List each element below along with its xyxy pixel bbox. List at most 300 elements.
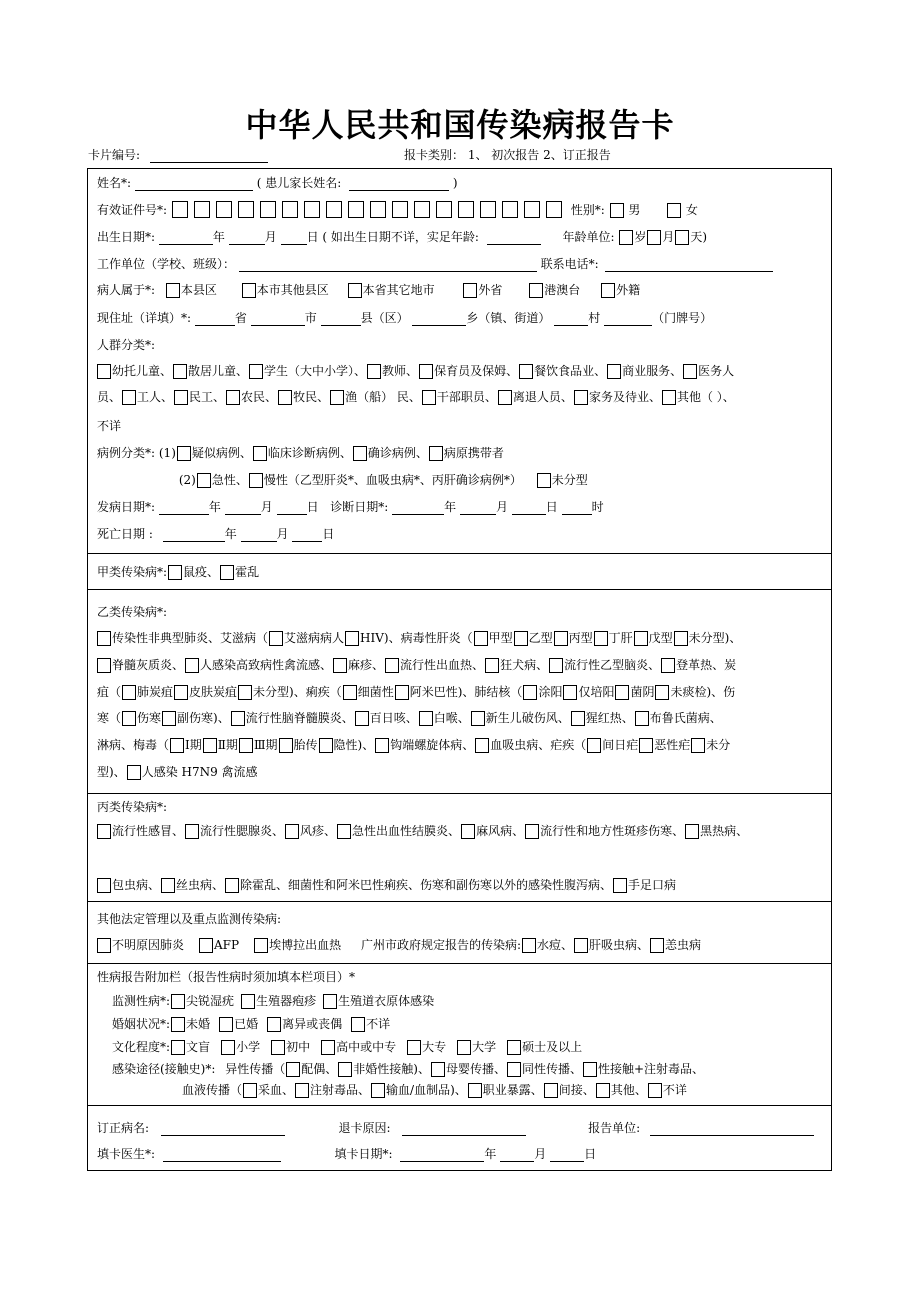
class-b-checkbox[interactable]	[279, 738, 293, 753]
day-label: 日	[584, 1147, 597, 1161]
case-checkbox[interactable]	[253, 446, 267, 461]
case-row-1	[97, 445, 504, 461]
std-edu-label: 硕士及以上	[522, 1040, 583, 1054]
class-b-checkbox[interactable]	[655, 685, 669, 700]
other-checkbox[interactable]	[97, 938, 111, 953]
std-disease-checkbox[interactable]	[241, 994, 255, 1009]
std-edu-label: 大学	[472, 1040, 497, 1054]
std-marital-checkbox[interactable]	[351, 1017, 365, 1032]
diag-month-field[interactable]	[460, 501, 496, 515]
other-label: 不明原因肺炎	[112, 938, 185, 952]
class-c-checkbox[interactable]	[613, 878, 627, 893]
report-unit-label: 报告单位:	[588, 1121, 641, 1135]
class-b-checkbox[interactable]	[514, 631, 528, 646]
class-c-label: 流行性感冒、	[112, 824, 185, 838]
std-edu-checkbox[interactable]	[407, 1040, 421, 1055]
report-unit-field[interactable]	[650, 1122, 814, 1136]
crowd-label: 民工、	[189, 390, 226, 404]
unit-year-checkbox[interactable]	[619, 230, 633, 245]
card-no-label: 卡片编号:	[88, 148, 141, 162]
class-c-row	[96, 823, 748, 839]
class-c-label: 除霍乱、细菌性和阿米巴性痢疾、伤寒和副伤寒以外的感染性腹泻病、	[240, 878, 613, 892]
male-checkbox[interactable]	[610, 203, 624, 218]
class-b-checkbox[interactable]	[231, 711, 245, 726]
class-b-checkbox[interactable]	[185, 658, 199, 673]
case-checkbox[interactable]	[429, 446, 443, 461]
std-route-checkbox[interactable]	[371, 1083, 385, 1098]
onset-month-field[interactable]	[225, 501, 261, 515]
class-b-section	[88, 589, 831, 794]
id-digit-box[interactable]	[414, 201, 430, 218]
crowd-checkbox[interactable]	[173, 364, 187, 379]
crowd-checkbox[interactable]	[174, 390, 188, 405]
id-digit-box[interactable]	[260, 201, 276, 218]
class-b-checkbox[interactable]	[355, 711, 369, 726]
class-b-checkbox[interactable]	[122, 711, 136, 726]
day-label: 日	[306, 500, 319, 514]
belong-checkbox[interactable]	[529, 283, 543, 298]
std-route-checkbox[interactable]	[507, 1062, 521, 1077]
diag-year-field[interactable]	[392, 501, 444, 515]
class-c-checkbox[interactable]	[225, 878, 239, 893]
id-digit-box[interactable]	[436, 201, 452, 218]
class-c-checkbox[interactable]	[185, 824, 199, 839]
class-b-checkbox[interactable]	[162, 711, 176, 726]
month-label: 月	[534, 1147, 547, 1161]
class-c-checkbox[interactable]	[461, 824, 475, 839]
belong-checkbox[interactable]	[242, 283, 256, 298]
class-b-checkbox[interactable]	[174, 685, 188, 700]
crowd-label: 人群分类*:	[97, 338, 156, 352]
class-b-checkbox[interactable]	[475, 738, 489, 753]
class-c-label: 麻风病、	[476, 824, 525, 838]
class-c-checkbox[interactable]	[97, 878, 111, 893]
std-route-checkbox[interactable]	[596, 1083, 610, 1098]
std-route-label: 注射毒品、	[310, 1083, 371, 1097]
std-edu-label: 大专	[422, 1040, 447, 1054]
std-marital-checkbox[interactable]	[267, 1017, 281, 1032]
belong-option: 本省其它地市	[362, 283, 435, 297]
diag-day-field[interactable]	[512, 501, 546, 515]
house-no-field[interactable]	[604, 312, 652, 326]
std-route-label: 同性传播、	[521, 1062, 582, 1076]
class-b-label: 阿米巴性)、肺结核（	[409, 685, 523, 699]
city-label: 市	[304, 311, 317, 325]
other-checkbox[interactable]	[254, 938, 268, 953]
onset-label: 发病日期*:	[97, 500, 156, 514]
id-digit-box[interactable]	[216, 201, 232, 218]
class-c-checkbox[interactable]	[285, 824, 299, 839]
phone-label: 联系电话*:	[540, 257, 599, 271]
class-b-checkbox[interactable]	[419, 711, 433, 726]
belongs-row	[97, 282, 640, 298]
year-label: 年	[212, 230, 225, 244]
class-b-label: 未分型)、痢疾（	[253, 685, 342, 699]
class-c-checkbox[interactable]	[161, 878, 175, 893]
case-checkbox[interactable]	[249, 473, 263, 488]
class-a-label: 鼠疫、	[183, 565, 220, 579]
class-b-label: 流行性出血热、	[400, 658, 485, 672]
lead-text: 寒（	[97, 711, 122, 725]
crowd-checkbox[interactable]	[278, 390, 292, 405]
std-marital-checkbox[interactable]	[219, 1017, 233, 1032]
class-b-row	[96, 657, 736, 673]
case-label: 慢性（乙型肝炎*、血吸虫病*、丙肝确诊病例*）	[263, 473, 522, 487]
gz-label: 恙虫病	[665, 938, 702, 952]
class-b-checkbox[interactable]	[97, 658, 111, 673]
id-digit-box[interactable]	[480, 201, 496, 218]
class-b-checkbox[interactable]	[170, 738, 184, 753]
address-row	[97, 310, 712, 326]
birth-month-field[interactable]	[229, 231, 265, 245]
std-route-row-2	[182, 1082, 687, 1098]
class-b-checkbox[interactable]	[635, 711, 649, 726]
unit-day-checkbox[interactable]	[675, 230, 689, 245]
class-b-label: 乙类传染病*:	[97, 605, 168, 619]
belongs-label: 病人属于*:	[97, 283, 156, 297]
class-b-checkbox[interactable]	[549, 658, 563, 673]
parent-name-field[interactable]	[349, 177, 449, 191]
crowd-checkbox[interactable]	[607, 364, 621, 379]
class-b-label: 登革热、炭	[676, 658, 737, 672]
std-route-label: 采血、	[258, 1083, 295, 1097]
unit-year-label: 岁	[634, 230, 647, 244]
belong-option: 本市其他县区	[256, 283, 329, 297]
class-b-label: 细菌性	[357, 685, 394, 699]
crowd-checkbox[interactable]	[422, 390, 436, 405]
class-c-checkbox[interactable]	[525, 824, 539, 839]
std-route-checkbox[interactable]	[468, 1083, 482, 1098]
female-label: 女	[685, 203, 698, 217]
id-digit-box[interactable]	[194, 201, 210, 218]
death-month-field[interactable]	[241, 528, 277, 542]
std-route-checkbox[interactable]	[431, 1062, 445, 1077]
birth-day-field[interactable]	[281, 231, 307, 245]
std-edu-checkbox[interactable]	[171, 1040, 185, 1055]
class-b-checkbox[interactable]	[554, 631, 568, 646]
class-b-label: 布鲁氏菌病、	[649, 711, 722, 725]
class-b-label: 乙型	[528, 631, 553, 645]
crowd-checkbox[interactable]	[498, 390, 512, 405]
std-route-checkbox[interactable]	[243, 1083, 257, 1098]
class-b-label: 恶性疟	[654, 738, 691, 752]
belong-checkbox[interactable]	[601, 283, 615, 298]
gz-checkbox[interactable]	[650, 938, 664, 953]
id-row	[97, 201, 698, 218]
class-c-section	[88, 793, 831, 902]
route-lead: 血液传播（	[182, 1083, 243, 1097]
std-edu-checkbox[interactable]	[221, 1040, 235, 1055]
class-b-label: 猩红热、	[585, 711, 634, 725]
class-b-checkbox[interactable]	[587, 738, 601, 753]
class-a-checkbox[interactable]	[220, 565, 234, 580]
class-c-label: 丝虫病、	[176, 878, 225, 892]
crowd-checkbox[interactable]	[367, 364, 381, 379]
class-b-label: 隐性)、	[333, 738, 375, 752]
fill-day-field[interactable]	[550, 1148, 584, 1162]
crowd-checkbox[interactable]	[97, 364, 111, 379]
class-b-checkbox[interactable]	[571, 711, 585, 726]
death-label: 死亡日期 :	[97, 527, 153, 541]
std-route-label: 母婴传播、	[445, 1062, 506, 1076]
id-digit-box[interactable]	[458, 201, 474, 218]
std-disease-label: 监测性病*:	[112, 994, 171, 1008]
other-section	[88, 901, 831, 964]
std-marital-label: 不详	[366, 1017, 391, 1031]
std-route-label: 不详	[662, 1083, 687, 1097]
crowd-label: 离退人员、	[512, 390, 573, 404]
age-field[interactable]	[487, 231, 541, 245]
class-b-label: 脊髓灰质炎、	[112, 658, 185, 672]
class-b-label: 未分型)、	[688, 631, 742, 645]
std-disease-label: 生殖道衣原体感染	[338, 994, 435, 1008]
case-checkbox[interactable]	[177, 446, 191, 461]
other-label: AFP	[214, 938, 240, 952]
std-route-checkbox[interactable]	[338, 1062, 352, 1077]
address-label: 现住址（详填）*:	[97, 311, 192, 325]
std-disease-checkbox[interactable]	[323, 994, 337, 1009]
case-label: 疑似病例、	[191, 446, 252, 460]
std-edu-checkbox[interactable]	[457, 1040, 471, 1055]
class-b-label: 菌阴	[630, 685, 655, 699]
doctor-label: 填卡医生*:	[97, 1147, 156, 1161]
id-digit-box[interactable]	[238, 201, 254, 218]
female-checkbox[interactable]	[667, 203, 681, 218]
province-label: 省	[234, 311, 247, 325]
name-field[interactable]	[135, 177, 253, 191]
class-b-row	[97, 710, 722, 726]
work-field[interactable]	[239, 258, 537, 272]
id-digit-box[interactable]	[282, 201, 298, 218]
phone-field[interactable]	[605, 258, 773, 272]
sex-label: 性别*:	[570, 203, 605, 217]
onset-year-field[interactable]	[159, 501, 209, 515]
class-c-checkbox[interactable]	[97, 824, 111, 839]
county-label: 县（区）	[360, 311, 409, 325]
day-label: 日	[322, 527, 335, 541]
id-digit-box[interactable]	[502, 201, 518, 218]
crowd-label: 工人、	[137, 390, 174, 404]
std-route-checkbox[interactable]	[286, 1062, 300, 1077]
class-c-label: 风疹、	[300, 824, 337, 838]
crowd-lead: 员、	[97, 390, 122, 404]
crowd-checkbox[interactable]	[662, 390, 676, 405]
fill-month-field[interactable]	[500, 1148, 534, 1162]
footer-row-1	[97, 1120, 814, 1136]
class-b-checkbox[interactable]	[485, 658, 499, 673]
onset-day-field[interactable]	[277, 501, 307, 515]
card-meta	[88, 146, 832, 163]
month-label: 月	[264, 230, 277, 244]
class-b-label: 肺炭疽	[137, 685, 174, 699]
class-b-checkbox[interactable]	[615, 685, 629, 700]
doctor-field[interactable]	[163, 1148, 281, 1162]
class-b-checkbox[interactable]	[563, 685, 577, 700]
return-reason-field[interactable]	[402, 1122, 526, 1136]
class-b-checkbox[interactable]	[345, 631, 359, 646]
crowd-label: 幼托儿童、	[112, 364, 173, 378]
class-b-checkbox[interactable]	[691, 738, 705, 753]
crowd-checkbox[interactable]	[574, 390, 588, 405]
parent-name-label: ( 患儿家长姓名:	[256, 176, 342, 190]
class-b-label: 未痰检)、伤	[670, 685, 736, 699]
class-b-checkbox[interactable]	[122, 685, 136, 700]
std-edu-label: 小学	[236, 1040, 261, 1054]
std-route-checkbox[interactable]	[583, 1062, 597, 1077]
death-row	[97, 526, 334, 542]
std-edu-checkbox[interactable]	[271, 1040, 285, 1055]
class-b-checkbox[interactable]	[333, 658, 347, 673]
std-disease-checkbox[interactable]	[171, 994, 185, 1009]
class-b-checkbox[interactable]	[97, 631, 111, 646]
std-edu-label: 高中或中专	[336, 1040, 397, 1054]
class-b-checkbox[interactable]	[127, 765, 141, 780]
id-digit-box[interactable]	[326, 201, 342, 218]
crowd-label: 医务人	[698, 364, 735, 378]
id-number-boxes[interactable]	[171, 203, 567, 217]
corr-name-field[interactable]	[161, 1122, 285, 1136]
id-digit-box[interactable]	[392, 201, 408, 218]
class-b-label: 间日疟	[602, 738, 639, 752]
std-route-checkbox[interactable]	[648, 1083, 662, 1098]
death-day-field[interactable]	[292, 528, 322, 542]
diag-hour-field[interactable]	[562, 501, 592, 515]
class-c-row	[96, 877, 676, 893]
id-digit-box[interactable]	[546, 201, 562, 218]
std-edu-label: 文盲	[186, 1040, 211, 1054]
class-b-label: 血吸虫病、疟疾（	[490, 738, 587, 752]
std-disease-row	[112, 993, 434, 1009]
crowd-label: 渔（船） 民、	[345, 390, 421, 404]
town-label: 乡（镇、街道）	[466, 311, 551, 325]
year-label: 年	[444, 500, 457, 514]
other-label: 其他法定管理以及重点监测传染病:	[97, 912, 282, 926]
death-year-field[interactable]	[163, 528, 225, 542]
crowd-checkbox[interactable]	[419, 364, 433, 379]
class-c-checkbox[interactable]	[685, 824, 699, 839]
day-label: 日	[545, 500, 558, 514]
class-b-checkbox[interactable]	[594, 631, 608, 646]
class-b-label: 皮肤炭疽	[189, 685, 238, 699]
county-field[interactable]	[321, 312, 361, 326]
id-digit-box[interactable]	[172, 201, 188, 218]
lead-text: 淋病、梅毒（	[97, 738, 170, 752]
std-marital-row	[112, 1016, 390, 1032]
fill-year-field[interactable]	[400, 1148, 484, 1162]
case-checkbox[interactable]	[537, 473, 551, 488]
belong-checkbox[interactable]	[463, 283, 477, 298]
belong-option: 本县区	[180, 283, 217, 297]
std-route-checkbox[interactable]	[295, 1083, 309, 1098]
card-no-field[interactable]	[150, 149, 268, 163]
std-marital-label: 未婚	[186, 1017, 211, 1031]
class-b-checkbox[interactable]	[385, 658, 399, 673]
class-b-checkbox[interactable]	[674, 631, 688, 646]
work-label: 工作单位（学校、班级）：	[97, 257, 236, 271]
class-b-checkbox[interactable]	[375, 738, 389, 753]
std-marital-checkbox[interactable]	[171, 1017, 185, 1032]
class-b-label: 艾滋病病人	[284, 631, 345, 645]
class-b-label: HIV)、病毒性肝炎（	[360, 631, 473, 645]
province-field[interactable]	[195, 312, 235, 326]
class-b-checkbox[interactable]	[661, 658, 675, 673]
case-checkbox[interactable]	[197, 473, 211, 488]
crowd-checkbox[interactable]	[249, 364, 263, 379]
class-b-checkbox[interactable]	[639, 738, 653, 753]
class-c-checkbox[interactable]	[337, 824, 351, 839]
std-route-checkbox[interactable]	[544, 1083, 558, 1098]
page-title: 中华人民共和国传染病报告卡	[245, 106, 675, 144]
case-label: 病原携带者	[443, 446, 504, 460]
std-marital-label: 婚姻状况*:	[112, 1017, 171, 1031]
birth-note: ( 如出生日期不详，实足年龄:	[322, 230, 479, 244]
class-b-checkbox[interactable]	[523, 685, 537, 700]
case-2-label: (2)	[178, 473, 196, 487]
belong-checkbox[interactable]	[348, 283, 362, 298]
class-b-checkbox[interactable]	[471, 711, 485, 726]
crowd-label: 教师、	[382, 364, 419, 378]
birth-year-field[interactable]	[159, 231, 213, 245]
class-b-checkbox[interactable]	[238, 685, 252, 700]
id-digit-box[interactable]	[348, 201, 364, 218]
class-b-checkbox[interactable]	[319, 738, 333, 753]
patient-section	[88, 169, 831, 554]
crowd-checkbox[interactable]	[226, 390, 240, 405]
crowd-checkbox[interactable]	[519, 364, 533, 379]
case-checkbox[interactable]	[353, 446, 367, 461]
class-a-checkbox[interactable]	[168, 565, 182, 580]
other-checkbox[interactable]	[199, 938, 213, 953]
gz-checkbox[interactable]	[522, 938, 536, 953]
class-b-checkbox[interactable]	[634, 631, 648, 646]
class-b-checkbox[interactable]	[343, 685, 357, 700]
village-label: 村	[588, 311, 601, 325]
route-lead: 异性传播（	[225, 1062, 286, 1076]
unit-month-checkbox[interactable]	[647, 230, 661, 245]
gz-checkbox[interactable]	[574, 938, 588, 953]
town-field[interactable]	[412, 312, 466, 326]
class-b-checkbox[interactable]	[239, 738, 253, 753]
city-field[interactable]	[251, 312, 305, 326]
crowd-checkbox[interactable]	[122, 390, 136, 405]
crowd-unknown: 不详	[97, 419, 122, 433]
class-b-checkbox[interactable]	[269, 631, 283, 646]
std-edu-checkbox[interactable]	[321, 1040, 335, 1055]
crowd-label: 商业服务、	[622, 364, 683, 378]
crowd-checkbox[interactable]	[683, 364, 697, 379]
belong-checkbox[interactable]	[166, 283, 180, 298]
id-digit-box[interactable]	[304, 201, 320, 218]
crowd-checkbox[interactable]	[330, 390, 344, 405]
class-b-checkbox[interactable]	[474, 631, 488, 646]
crowd-label: 餐饮食品业、	[534, 364, 607, 378]
id-digit-box[interactable]	[524, 201, 540, 218]
birth-row	[97, 229, 707, 245]
gz-label: 广州市政府规定报告的传染病:	[360, 938, 521, 952]
class-b-label: 伤寒	[137, 711, 162, 725]
crowd-label: 牧民、	[293, 390, 330, 404]
class-b-checkbox[interactable]	[395, 685, 409, 700]
std-edu-checkbox[interactable]	[507, 1040, 521, 1055]
class-b-label: Ⅱ期	[217, 738, 238, 752]
male-label: 男	[628, 203, 641, 217]
id-digit-box[interactable]	[370, 201, 386, 218]
class-b-checkbox[interactable]	[203, 738, 217, 753]
crowd-label: 散居儿童、	[188, 364, 249, 378]
class-b-label: 甲型	[488, 631, 513, 645]
class-b-label: 涂阳	[538, 685, 563, 699]
village-field[interactable]	[554, 312, 588, 326]
